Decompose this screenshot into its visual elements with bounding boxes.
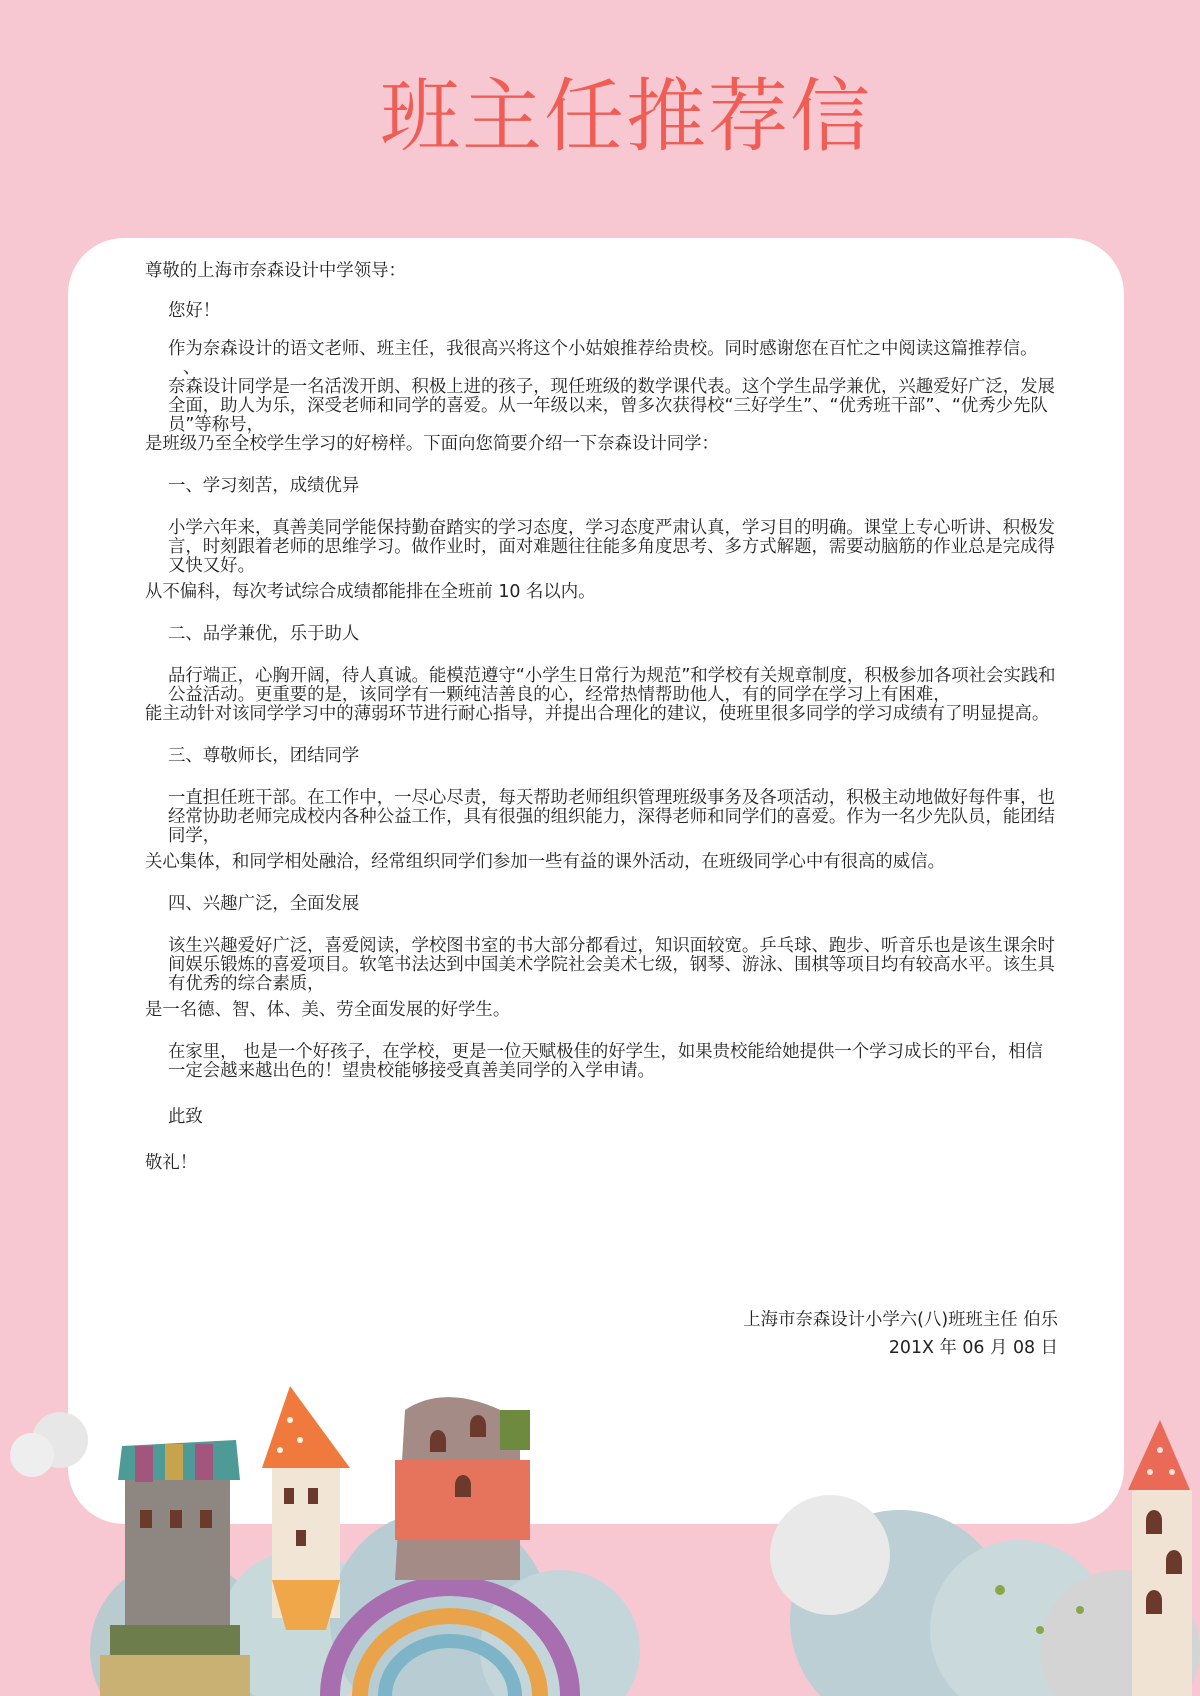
page-title: 班主任推荐信 [380, 70, 872, 163]
section-1-body: 小学六年来，真善美同学能保持勤奋踏实的学习态度，学习态度严肃认真，学习目的明确。课堂上专心听讲、积极发言，时刻跟着老师的思维学习。做作业时，面对难题往往能多角度思考、多方式解题，需要动脑筋的作业总是完成得又快又好。 [168, 518, 1055, 576]
paragraph-1-cont: 是班级乃至全校学生学习的好榜样。下面向您简要介绍一下奈森设计同学： [145, 434, 719, 454]
left-house [100, 1440, 250, 1696]
date: 201X 年 06 月 08 日 [888, 1338, 1058, 1358]
cartoon-town-illustration [0, 1380, 1200, 1696]
stray-mark: 、 [183, 358, 201, 378]
section-4-body: 该生兴趣爱好广泛，喜爱阅读，学校图书室的书大部分都看过，知识面较宽。乒乓球、跑步、听音乐也是该生课余时间娱乐锻炼的喜爱项目。软笔书法达到中国美术学院社会美术七级，钢琴、游泳、围棋等项目均有较高水平。该生具有优秀的综合素质， [168, 936, 1055, 994]
central-tower [395, 1397, 530, 1580]
right-house [1128, 1420, 1192, 1696]
section-4-cont: 是一名德、智、体、美、劳全面发展的好学生。 [145, 1000, 511, 1020]
closing-paragraph: 在家里， 也是一个好孩子，在学校，更是一位天赋极佳的好学生，如果贵校能给她提供一个学习成长的平台，相信一定会越来越出色的！望贵校能够接受真善美同学的入学申请。 [168, 1042, 1044, 1081]
greeting: 您好！ [168, 301, 221, 321]
orange-roof-house [262, 1386, 350, 1630]
paragraph-1: 奈森设计同学是一名活泼开朗、积极上进的孩子，现任班级的数学课代表。这个学生品学兼优，兴趣爱好广泛，发展全面，助人为乐，深受老师和同学的喜爱。从一年级以来，曾多次获得校“三好学生”、“优秀班干部”、“优秀少先队员”等称号， [168, 377, 1055, 435]
section-1-cont: 从不偏科，每次考试综合成绩都能排在全班前 10 名以内。 [145, 582, 596, 602]
left-clouds [10, 1412, 88, 1477]
section-1-heading: 一、学习刻苦，成绩优异 [168, 476, 360, 496]
section-2-cont: 能主动针对该同学学习中的薄弱环节进行耐心指导，并提出合理化的建议，使班里很多同学的学习成绩有了明显提高。 [145, 704, 1050, 724]
section-2-heading: 二、品学兼优，乐于助人 [168, 624, 360, 644]
section-3-heading: 三、尊敬师长，团结同学 [168, 746, 360, 766]
signature-block [743, 1306, 1058, 1362]
closing-line-2: 敬礼！ [145, 1153, 198, 1173]
salutation: 尊敬的上海市奈森设计中学领导： [145, 261, 406, 281]
section-3-body: 一直担任班干部。在工作中，一尽心尽责，每天帮助老师组织管理班级事务及各项活动，积极主动地做好每件事，也经常协助老师完成校内各种公益工作，具有很强的组织能力，深得老师和同学们的喜爱。作为一名少先队员，能团结同学， [168, 788, 1055, 846]
section-4-heading: 四、兴趣广泛，全面发展 [168, 894, 360, 914]
bush-cluster [90, 1495, 1200, 1696]
section-2-body: 品行端正，心胸开阔，待人真诚。能模范遵守“小学生日常行为规范”和学校有关规章制度，积极参加各项社会实践和公益活动。更重要的是，该同学有一颗纯洁善良的心，经常热情帮助他人，有的同学在学习上有困难， [168, 666, 1056, 705]
closing-line-1: 此致 [168, 1107, 203, 1127]
letter-body [145, 262, 1057, 1173]
signature: 上海市奈森设计小学六(八)班班主任 伯乐 [743, 1310, 1058, 1330]
intro-paragraph: 作为奈森设计的语文老师、班主任，我很高兴将这个小姑娘推荐给贵校。同时感谢您在百忙之中阅读这篇推荐信。 [168, 339, 1038, 359]
section-3-cont: 关心集体，和同学相处融洽，经常组织同学们参加一些有益的课外活动，在班级同学心中有很高的威信。 [145, 852, 945, 872]
